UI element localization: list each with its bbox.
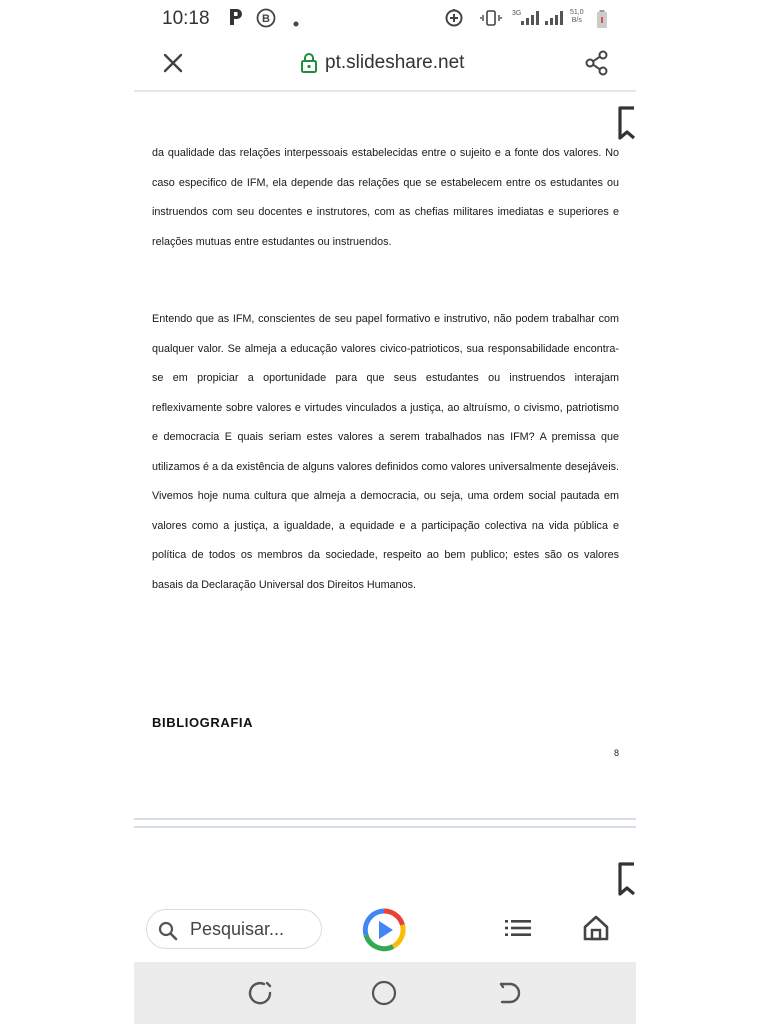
page-divider [134,826,636,828]
lock-icon [300,52,318,79]
signal-icon [520,10,542,28]
p-icon [228,8,244,26]
network-type: 3G [512,10,522,17]
svg-text:B: B [262,13,270,25]
signal-icon [544,10,566,28]
url-text[interactable]: pt.slideshare.net [325,52,465,73]
url-bar [134,38,636,92]
status-time: 10:18 [162,8,210,29]
paragraph: da qualidade das relações interpessoais estabelecidas entre o sujeito e a fonte dos valores. No caso especifico de IFM, ela depende das relações que se estabelecem entre os estudantes ou instruendos com seu docentes e instrutores, com as chefias militares imediatas e superiores e relações mutuas entre estudantes ou instruendos. [152,147,619,248]
document-viewer[interactable] [134,92,636,900]
share-icon[interactable] [582,48,612,83]
dot-icon [293,14,299,32]
page-divider [134,818,636,820]
home-circle-icon[interactable] [370,979,398,1012]
search-box[interactable] [146,909,322,949]
bookmark-icon[interactable] [616,862,636,898]
list-icon[interactable] [504,918,532,943]
status-bar [134,0,636,38]
play-icon[interactable] [362,908,406,957]
navigation-bar [134,962,636,1024]
back-icon[interactable] [496,979,524,1012]
section-heading: BIBLIOGRAFIA [152,715,254,730]
page-number: 8 [614,748,620,758]
b-circle-icon [256,8,276,26]
add-circle-icon [444,8,464,26]
close-icon[interactable] [160,50,186,76]
phone-screen [134,0,636,1024]
vibrate-icon [480,8,502,26]
home-icon[interactable] [582,914,610,947]
data-speed [570,9,584,25]
search-placeholder[interactable]: Pesquisar... [190,919,285,939]
search-icon [157,920,179,947]
battery-icon [596,9,608,27]
data-speed-unit: B/s [571,17,582,24]
bookmark-icon[interactable] [616,106,636,142]
data-speed-value: 51,0 [570,9,584,16]
bottom-toolbar [134,900,636,962]
paragraph: Entendo que as IFM, conscientes de seu papel formativo e instrutivo, não podem trabalhar com qualquer valor. Se almeja a educação valores civico-patrioticos, sua responsabilidade encontra-se em propiciar a oportunidade para que seus estudantes ou instruendos interajam reflexivamente sobre valores e virtudes vinculados a justiça, ao altruísmo, o civismo, patriotismo e democracia E quais seriam estes valores a serem trabalhados nas IFM? A premissa que utilizamos é a da existência de alguns valores definidos como valores universalmente desejáveis. Vivemos hoje numa cultura que almeja a democracia, ou seja, uma ordem social pautada em valores como a justiça, a igualdade, a equidade e a participação colectiva na vida pública e política de todos os membros da sociedade, respeito ao bem publico; estes são os valores basais da Declaração Universal dos Direitos Humanos. [152,313,619,591]
recent-apps-icon[interactable] [246,979,274,1012]
